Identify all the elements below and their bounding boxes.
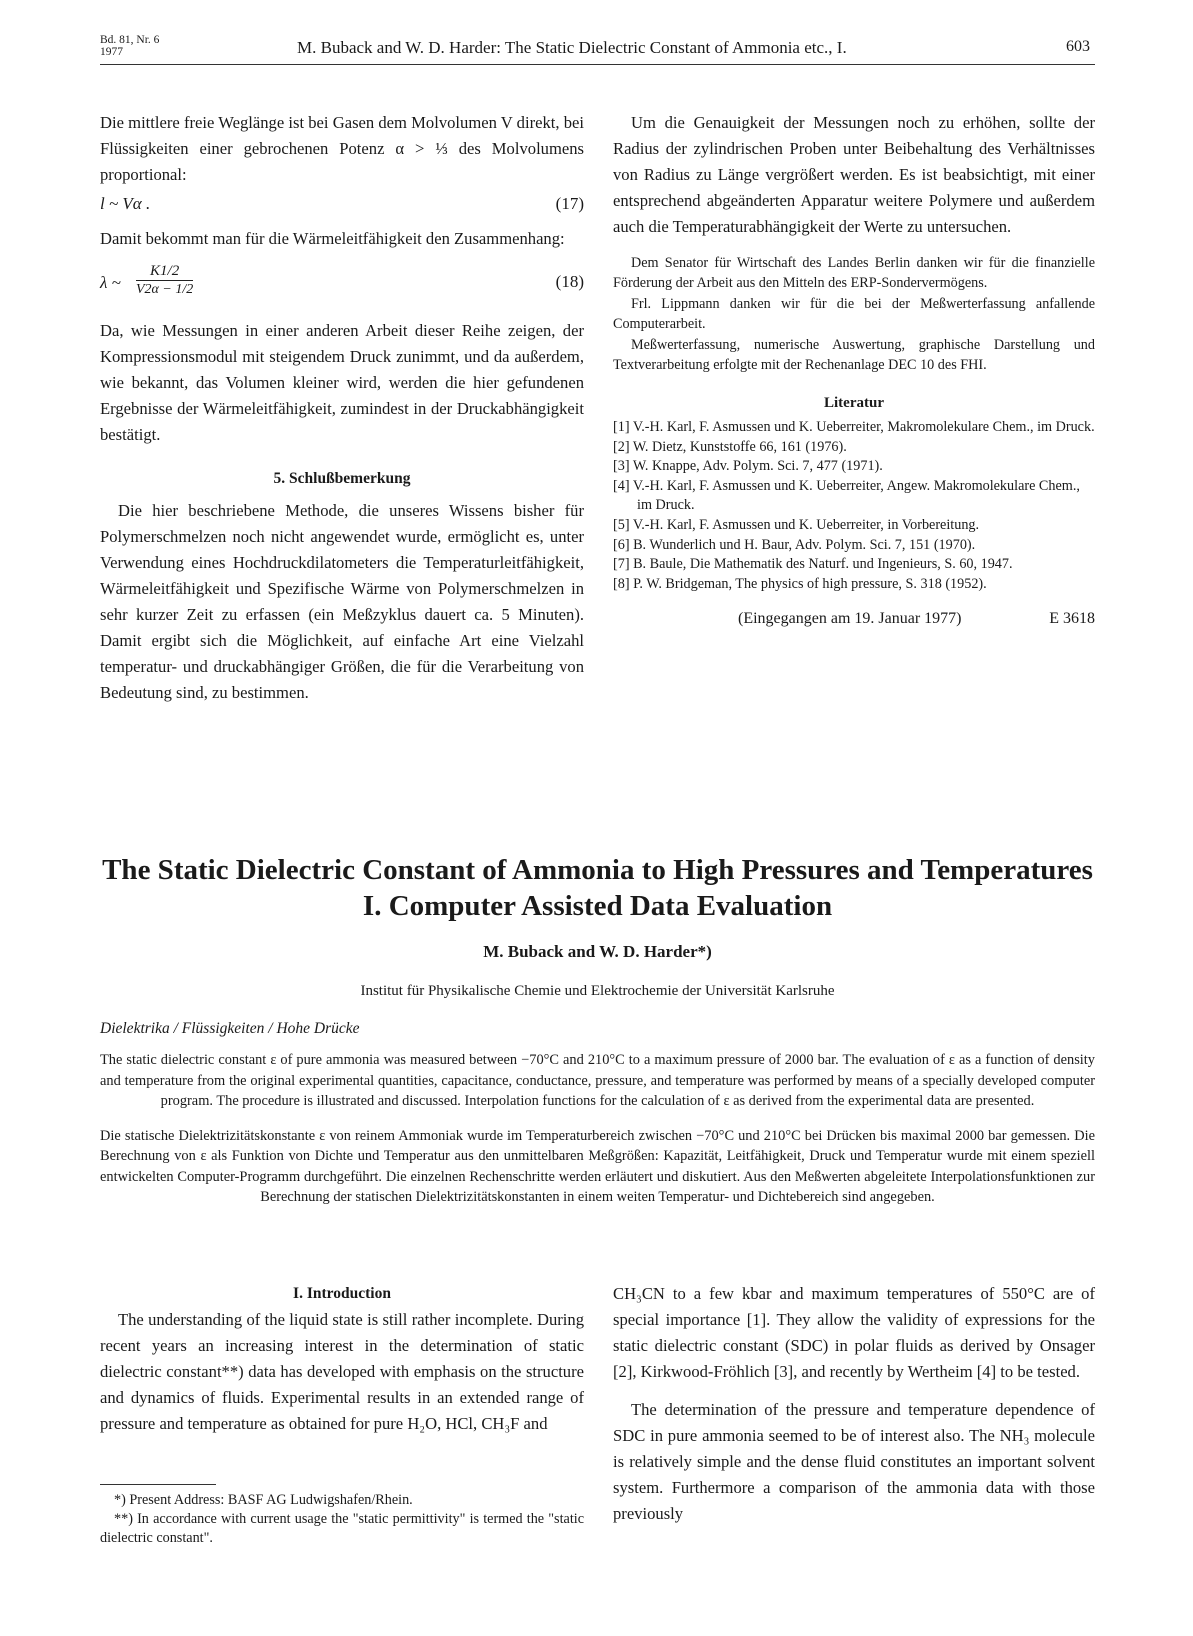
footnotes xyxy=(100,1491,584,1548)
reference-item: [3] W. Knappe, Adv. Polym. Sci. 7, 477 (1971). xyxy=(613,458,883,475)
prev-right-column xyxy=(613,110,1095,634)
volume-year: 1977 xyxy=(100,46,123,58)
volume-info xyxy=(100,34,159,58)
received-date: (Eingegangen am 19. Januar 1977) xyxy=(738,610,962,628)
intro-right-column xyxy=(613,1281,1095,1527)
paragraph: Um die Genauigkeit der Messungen noch zu erhöhen, sollte der Radius der zylindrischen Proben unter Beibehaltung des Verhältnisses von Radius zu Länge vergrößert werden. Es ist beabsichtigt, mit einer entsprechend abgeänderten Apparatur weitere Polymere und außerdem auch die Temperaturabhängigkeit der Werte zu untersuchen. xyxy=(613,113,1095,236)
paragraph: The determination of the pressure and temperature dependence of SDC in pure ammonia seemed to be of interest also. The NH₃ molecule is relatively simple and the dense fluid constitutes an important solvent system. Furthermore a comparison of the ammonia data with those previously xyxy=(613,1400,1095,1523)
footnote: *) Present Address: BASF AG Ludwigshafen/Rhein. xyxy=(114,1492,413,1508)
paragraph: The understanding of the liquid state is still rather incomplete. During recent years an increasing interest in the determination of static dielectric constant**) data has developed with emphasis on the structure and dynamics of fluids. Experimental results in an extended range of pressure and temperature as obtained for pure H₂O, HCl, CH₃F and xyxy=(100,1310,584,1433)
reference-item: [8] P. W. Bridgeman, The physics of high pressure, S. 318 (1952). xyxy=(613,575,987,592)
acknowledgement: Dem Senator für Wirtschaft des Landes Berlin danken wir für die finanzielle Förderung der Arbeit aus den Mitteln des ERP-Sondervermögens. xyxy=(613,255,1095,291)
intro-left-column xyxy=(100,1285,584,1437)
article-title xyxy=(100,852,1095,924)
equation-text: l ~ Vα . xyxy=(100,194,151,213)
running-title: M. Buback and W. D. Harder: The Static Dielectric Constant of Ammonia etc., I. xyxy=(297,38,847,57)
article-title-line2: I. Computer Assisted Data Evaluation xyxy=(362,890,833,922)
section-heading: 5. Schlußbemerkung xyxy=(273,470,411,487)
keywords: Dielektrika / Flüssigkeiten / Hohe Drücke xyxy=(100,1020,360,1037)
abstract-english: The static dielectric constant ε of pure ammonia was measured between −70°C and 210°C to a maximum pressure of 2000 bar. The evaluation of ε as a function of density and temperature from the original experimental quantities, capacitance, conductance, pressure, and temperature was performed by means of a specially developed computer program. The procedure is illustrated and discussed. Interpolation functions for the calculation of ε as derived from the experimental data are presented. xyxy=(100,1052,1095,1109)
reference-item: [6] B. Wunderlich und H. Baur, Adv. Polym. Sci. 7, 151 (1970). xyxy=(613,536,976,553)
reference-item: [7] B. Baule, Die Mathematik des Naturf. und Ingenieurs, S. 60, 1947. xyxy=(613,556,1013,573)
reference-list xyxy=(613,418,1095,594)
abstract-block xyxy=(100,1050,1095,1208)
fraction-numerator: K1/2 xyxy=(136,262,193,281)
institution: Institut für Physikalische Chemie und Elektrochemie der Universität Karlsruhe xyxy=(360,983,835,999)
paragraph: CH₃CN to a few kbar and maximum temperatures of 550°C are of special importance [1]. They allow the validity of expressions for the static dielectric constant (SDC) in polar fluids as derived by Onsager [2], Kirkwood-Fröhlich [3], and recently by Wertheim [4] to be tested. xyxy=(613,1284,1095,1381)
volume-number: Bd. 81, Nr. 6 xyxy=(100,34,160,46)
header-rule xyxy=(100,64,1095,65)
footnote: **) In accordance with current usage the "static permittivity" is termed the "static dielectric constant". xyxy=(100,1511,584,1546)
article-authors: M. Buback and W. D. Harder*) xyxy=(483,942,712,961)
acknowledgement: Frl. Lippmann danken wir für die bei der Meßwerterfassung anfallende Computerarbeit. xyxy=(613,296,1095,332)
equation-fraction xyxy=(136,262,193,299)
paragraph: Die hier beschriebene Methode, die unseres Wissens bisher für Polymerschmelzen noch nicht angewendet wurde, ermöglicht es, unter Verwendung eines Hochdruckdilatometers die Temperaturleitfähigkeit, Wärmeleitfähigkeit und Spezifische Wärme von Polymerschmelzen in sehr kurzer Zeit zu erfassen (ein Meßzyklus dauert ca. 5 Minuten). Damit ergibt sich die Möglichkeit, auf einfache Art eine Vielzahl temperatur- und druckabhängiger Größen, die für die Verarbeitung von Bedeutung sind, zu bestimmen. xyxy=(100,501,584,702)
equation-18 xyxy=(100,258,584,310)
paragraph: Die mittlere freie Weglänge ist bei Gasen dem Molvolumen V direkt, bei Flüssigkeiten einer gebrochenen Potenz α > ⅓ des Molvolumens proportional: xyxy=(100,113,584,184)
reference-item: [2] W. Dietz, Kunststoffe 66, 161 (1976). xyxy=(613,438,847,455)
section-heading: I. Introduction xyxy=(293,1285,391,1302)
acknowledgement: Meßwerterfassung, numerische Auswertung, graphische Darstellung und Textverarbeitung erfolgte mit der Rechenanlage DEC 10 des FHI. xyxy=(613,337,1095,373)
equation-17 xyxy=(100,194,584,220)
acknowledgements xyxy=(613,254,1095,375)
article-title-line1: The Static Dielectric Constant of Ammonia to High Pressures and Temperatures xyxy=(102,854,1093,886)
reference-item: [1] V.-H. Karl, F. Asmussen und K. Ueberreiter, Makromolekulare Chem., im Druck. xyxy=(613,419,1095,435)
paragraph: Da, wie Messungen in einer anderen Arbeit dieser Reihe zeigen, der Kompressionsmodul mit steigendem Druck zunimmt, und da außerdem, wie bekannt, das Volumen kleiner wird, werden die hier gefundenen Ergebnisse der Wärmeleitfähigkeit, zumindest in der Druckabhängigkeit bestätigt. xyxy=(100,321,584,444)
abstract-german: Die statische Dielektrizitätskonstante ε von reinem Ammoniak wurde im Temperaturbereich zwischen −70°C und 210°C bei Drücken bis maximal 2000 bar gemessen. Die Berechnung von ε als Funktion von Dichte und Temperatur aus den unmittelbaren Meßgrößen: Kapazität, Leitfähigkeit, Druck und Temperatur wurde mit einem speziell entwickelten Computer-Programm durchgeführt. Die einzelnen Rechenschritte werden erläutert und diskutiert. Aus den Meßwerten abgeleitete Interpolationsfunktionen zur Berechnung der statischen Dielektrizitätskonstanten in einem weiten Temperatur- und Dichtebereich sind angegeben. xyxy=(100,1127,1095,1205)
reference-item: [5] V.-H. Karl, F. Asmussen und K. Ueberreiter, in Vorbereitung. xyxy=(613,516,980,533)
prev-left-column xyxy=(100,110,584,706)
equation-number: (18) xyxy=(555,272,584,291)
equation-number: (17) xyxy=(555,194,584,213)
received-code: E 3618 xyxy=(1049,610,1095,628)
footnote-rule xyxy=(100,1484,216,1485)
fraction-denominator: V2α − 1/2 xyxy=(136,282,194,297)
received-line xyxy=(613,610,1095,634)
page-number: 603 xyxy=(1066,38,1090,55)
literature-heading: Literatur xyxy=(824,395,884,411)
equation-lhs: λ ~ xyxy=(100,273,121,292)
paragraph: Damit bekommt man für die Wärmeleitfähigkeit den Zusammenhang: xyxy=(100,229,565,248)
reference-item: [4] V.-H. Karl, F. Asmussen und K. Ueberreiter, Angew. Makromolekulare Chem., im Druck. xyxy=(613,477,1080,514)
